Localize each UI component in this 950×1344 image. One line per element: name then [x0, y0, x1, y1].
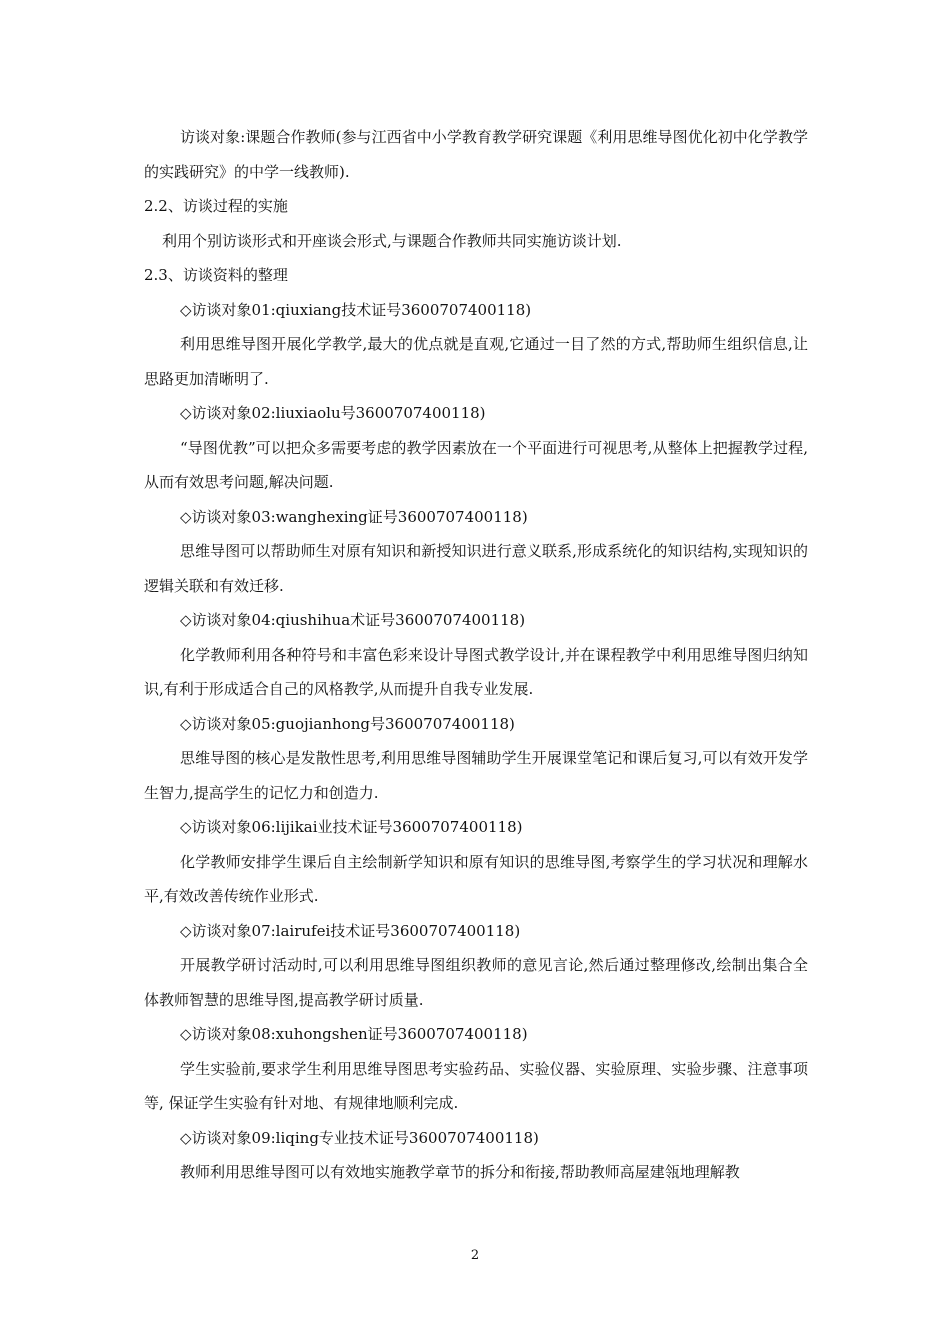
interviewee-06: ◇访谈对象06:lijikai业技术证号3600707400118) — [180, 818, 523, 836]
interview-response-06: 化学教师安排学生课后自主绘制新学知识和原有知识的思维导图,考察学生的学习状况和理解水平,有效改善传统作业形式. — [144, 852, 808, 905]
body-text — [144, 120, 808, 1190]
section-heading-2-2: 2.2、访谈过程的实施 — [144, 197, 288, 215]
interview-response-09: 教师利用思维导图可以有效地实施教学章节的拆分和衔接,帮助教师高屋建瓴地理解教 — [180, 1163, 740, 1181]
interview-response-04: 化学教师利用各种符号和丰富色彩来设计导图式教学设计,并在课程教学中利用思维导图归纳知识,有利于形成适合自己的风格教学,从而提升自我专业发展. — [144, 645, 808, 698]
interview-response-02: “导图优教”可以把众多需要考虑的教学因素放在一个平面进行可视思考,从整体上把握教学过程,从而有效思考问题,解决问题. — [144, 438, 808, 491]
interview-response-07: 开展教学研讨活动时,可以利用思维导图组织教师的意见言论,然后通过整理修改,绘制出集合全体教师智慧的思维导图,提高教学研讨质量. — [144, 956, 808, 1009]
paragraph-interview-subjects: 访谈对象:课题合作教师(参与江西省中小学教育教学研究课题《利用思维导图优化初中化学教学的实践研究》的中学一线教师). — [144, 128, 808, 181]
interviewee-09: ◇访谈对象09:liqing专业技术证号3600707400118) — [180, 1128, 539, 1147]
section-heading-2-3: 2.3、访谈资料的整理 — [144, 266, 288, 284]
paragraph-interview-process: 利用个别访谈形式和开座谈会形式,与课题合作教师共同实施访谈计划. — [162, 231, 622, 250]
interviewee-07: ◇访谈对象07:lairufei技术证号3600707400118) — [180, 921, 521, 940]
interviewee-04: ◇访谈对象04:qiushihua术证号3600707400118) — [180, 611, 526, 629]
interview-response-08: 学生实验前,要求学生利用思维导图思考实验药品、实验仪器、实验原理、实验步骤、注意事项等, 保证学生实验有针对地、有规律地顺利完成. — [144, 1059, 808, 1112]
interviewee-03: ◇访谈对象03:wanghexing证号3600707400118) — [180, 507, 528, 526]
interviewee-05: ◇访谈对象05:guojianhong号3600707400118) — [180, 714, 515, 733]
interview-response-01: 利用思维导图开展化学教学,最大的优点就是直观,它通过一目了然的方式,帮助师生组织信息,让思路更加清晰明了. — [144, 335, 808, 388]
interview-response-05: 思维导图的核心是发散性思考,利用思维导图辅助学生开展课堂笔记和课后复习,可以有效开发学生智力,提高学生的记忆力和创造力. — [144, 749, 808, 802]
interviewee-01: ◇访谈对象01:qiuxiang技术证号3600707400118) — [180, 300, 532, 319]
page-number: 2 — [470, 1248, 480, 1263]
interviewee-02: ◇访谈对象02:liuxiaolu号3600707400118) — [180, 404, 486, 422]
interview-response-03: 思维导图可以帮助师生对原有知识和新授知识进行意义联系,形成系统化的知识结构,实现知识的逻辑关联和有效迁移. — [144, 542, 808, 595]
interviewee-08: ◇访谈对象08:xuhongshen证号3600707400118) — [180, 1025, 528, 1043]
